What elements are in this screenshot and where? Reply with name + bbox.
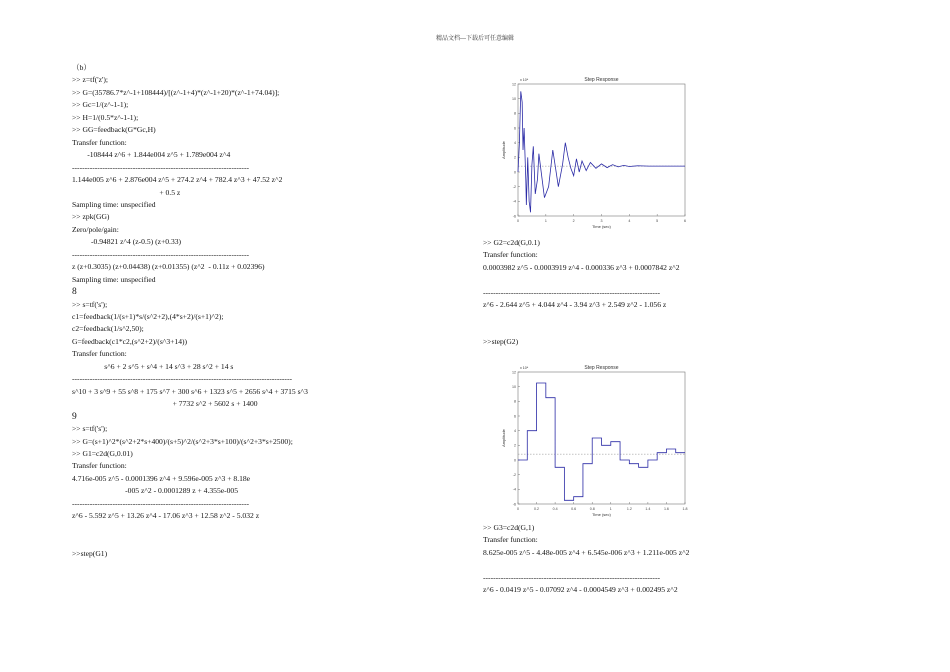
plot-title: Step Response — [584, 77, 619, 83]
code-line: ---------------------------------------------------------------------- — [72, 498, 250, 508]
y-tick-label: 4 — [514, 428, 516, 433]
code-line: z^6 - 0.0419 z^5 - 0.07092 z^4 - 0.0004549 z^3 + 0.002495 z^2 — [483, 585, 678, 594]
code-line: >> G1=c2d(G,0.01) — [72, 448, 133, 458]
x-tick-label: 0.2 — [534, 507, 540, 511]
x-tick-label: 1.8 — [682, 507, 688, 511]
page-header: 精品文档---下载后可任意编辑 — [436, 36, 514, 42]
code-line: >>step(G1) — [72, 548, 108, 558]
y-axis-label: Amplitude — [501, 141, 506, 159]
axis-exponent: x 10⁴ — [520, 78, 529, 82]
x-tick-label: 0 — [517, 507, 519, 511]
code-line: >>step(G2) — [483, 337, 519, 347]
x-tick-label: 0.6 — [571, 507, 577, 511]
code-line: s^6 + 2 s^5 + s^4 + 14 s^3 + 28 s^2 + 14 s — [72, 361, 234, 371]
code-line: Transfer function: — [72, 137, 127, 147]
code-line: ---------------------------------------------------------------------- — [72, 249, 250, 259]
code-line: >> G3=c2d(G,1) — [483, 523, 535, 532]
x-tick-label: 2 — [572, 219, 575, 223]
code-line: --------------------------------------------------------------------------------------- — [72, 374, 293, 384]
code-line: G=feedback(c1*c2,(s^2+2)/(s^3+14)) — [72, 336, 188, 346]
code-line: z (z+0.3035) (z+0.04438) (z+0.01355) (z^2 - 0.11z + 0.02396) — [72, 262, 265, 272]
code-line: >> zpk(GG) — [72, 212, 110, 222]
code-line: >> Gc=1/(z^-1-1); — [72, 100, 129, 110]
step-response-plot-g2 — [500, 360, 695, 520]
code-line: >> G=(s+1)^2*(s^2+2*s+400)/(s+5)^2/(s^2+3*s+100)/(s^2+3*s+2500); — [72, 436, 293, 446]
x-tick-label: 3 — [600, 219, 603, 223]
plot-title: Step Response — [584, 365, 619, 371]
y-tick-label: -2 — [512, 184, 516, 189]
code-line: ---------------------------------------------------------------------- — [72, 162, 250, 172]
y-tick-label: -6 — [512, 502, 516, 507]
code-line: Transfer function: — [72, 461, 127, 471]
code-line: >> z=tf('z'); — [72, 75, 109, 85]
y-tick-label: 2 — [514, 155, 516, 160]
y-tick-label: 12 — [512, 370, 516, 375]
code-line: -005 z^2 - 0.0001289 z + 4.355e-005 — [72, 486, 239, 496]
y-tick-label: 10 — [512, 96, 516, 101]
code-line: >> s=tf('s'); — [72, 299, 108, 309]
code-line: z^6 - 2.644 z^5 + 4.044 z^4 - 3.94 z^3 + 2.549 z^2 - 1.056 z — [483, 300, 667, 309]
code-line: ---------------------------------------------------------------------- — [483, 572, 661, 582]
axis-exponent: x 10⁴ — [520, 366, 529, 370]
x-tick-label: 1.6 — [663, 507, 669, 511]
code-line: s^10 + 3 s^9 + 55 s^8 + 175 s^7 + 300 s^6 + 1323 s^5 + 2656 s^4 + 3715 s^3 — [72, 386, 308, 396]
y-tick-label: 6 — [514, 414, 516, 419]
code-line: （b） — [72, 63, 91, 72]
code-line: + 0.5 z — [72, 187, 181, 197]
x-tick-label: 0.8 — [589, 507, 595, 511]
y-tick-label: -6 — [512, 214, 516, 219]
y-tick-label: 4 — [514, 140, 516, 145]
code-line: >> GG=feedback(G*Gc,H) — [72, 125, 156, 135]
y-tick-label: -2 — [512, 472, 516, 477]
y-tick-label: 8 — [514, 111, 516, 116]
code-line: >> s=tf('s'); — [72, 424, 108, 434]
code-line: Zero/pole/gain: — [72, 224, 119, 234]
code-line: -0.94821 z^4 (z-0.5) (z+0.33) — [72, 237, 182, 247]
y-tick-label: 10 — [512, 384, 516, 389]
code-line: Transfer function: — [483, 535, 538, 545]
y-tick-label: 6 — [514, 126, 516, 131]
x-axis-label: Time (sec) — [592, 512, 611, 517]
code-line: 8 — [72, 287, 77, 298]
y-tick-label: 12 — [512, 82, 516, 87]
x-tick-label: 6 — [684, 219, 686, 223]
code-line: 9 — [72, 411, 77, 422]
y-tick-label: -4 — [512, 199, 516, 204]
code-line: ---------------------------------------------------------------------- — [483, 287, 661, 297]
code-line: 4.716e-005 z^5 - 0.0001396 z^4 + 9.596e-005 z^3 + 8.18e — [72, 473, 251, 483]
code-line: c1=feedback(1/(s+1)*s/(s^2+2),(4*s+2)/(s+1)^2); — [72, 312, 224, 321]
code-line: Sampling time: unspecified — [72, 274, 156, 284]
x-tick-label: 1.2 — [626, 507, 632, 511]
code-line: Transfer function: — [72, 349, 127, 359]
x-tick-label: 0.4 — [552, 507, 558, 511]
code-line: + 7732 s^2 + 5602 s + 1400 — [72, 399, 258, 409]
code-line: 8.625e-005 z^5 - 4.48e-005 z^4 + 6.545e-006 z^3 + 1.211e-005 z^2 — [483, 547, 690, 557]
x-tick-label: 1 — [544, 219, 547, 223]
code-line: >> G2=c2d(G,0.1) — [483, 238, 540, 247]
plot-frame — [518, 84, 685, 216]
x-tick-label: 1.4 — [645, 507, 651, 511]
code-line: 0.0003982 z^5 - 0.0003919 z^4 - 0.000336 z^3 + 0.0007842 z^2 — [483, 262, 680, 272]
x-tick-label: 0 — [517, 219, 519, 223]
y-tick-label: -4 — [512, 487, 516, 492]
y-axis-label: Amplitude — [501, 429, 506, 447]
x-axis-label: Time (sec) — [592, 224, 611, 229]
x-tick-label: 5 — [656, 219, 659, 223]
y-tick-label: 0 — [514, 458, 516, 463]
code-line: 1.144e005 z^6 + 2.876e004 z^5 + 274.2 z^4 + 782.4 z^3 + 47.52 z^2 — [72, 175, 283, 185]
code-line: z^6 - 5.592 z^5 + 13.26 z^4 - 17.06 z^3 + 12.58 z^2 - 5.032 z — [72, 511, 260, 521]
step-response-plot-g1 — [500, 72, 695, 232]
y-tick-label: 2 — [514, 443, 516, 448]
code-line: Transfer function: — [483, 250, 538, 260]
code-line: -108444 z^6 + 1.844e004 z^5 + 1.789e004 z^4 — [72, 150, 231, 160]
y-tick-label: 8 — [514, 399, 516, 404]
code-line: c2=feedback(1/s^2,50); — [72, 324, 144, 334]
code-line: >> H=1/(0.5*z^-1-1); — [72, 112, 139, 122]
code-line: >> G=(35786.7*z^-1+108444)/[(z^-1+4)*(z^-1+20)*(z^-1+74.04)]; — [72, 87, 280, 97]
code-line: Sampling time: unspecified — [72, 199, 156, 209]
x-tick-label: 4 — [628, 219, 631, 223]
y-tick-label: 0 — [514, 170, 516, 175]
x-tick-label: 1 — [609, 507, 612, 511]
